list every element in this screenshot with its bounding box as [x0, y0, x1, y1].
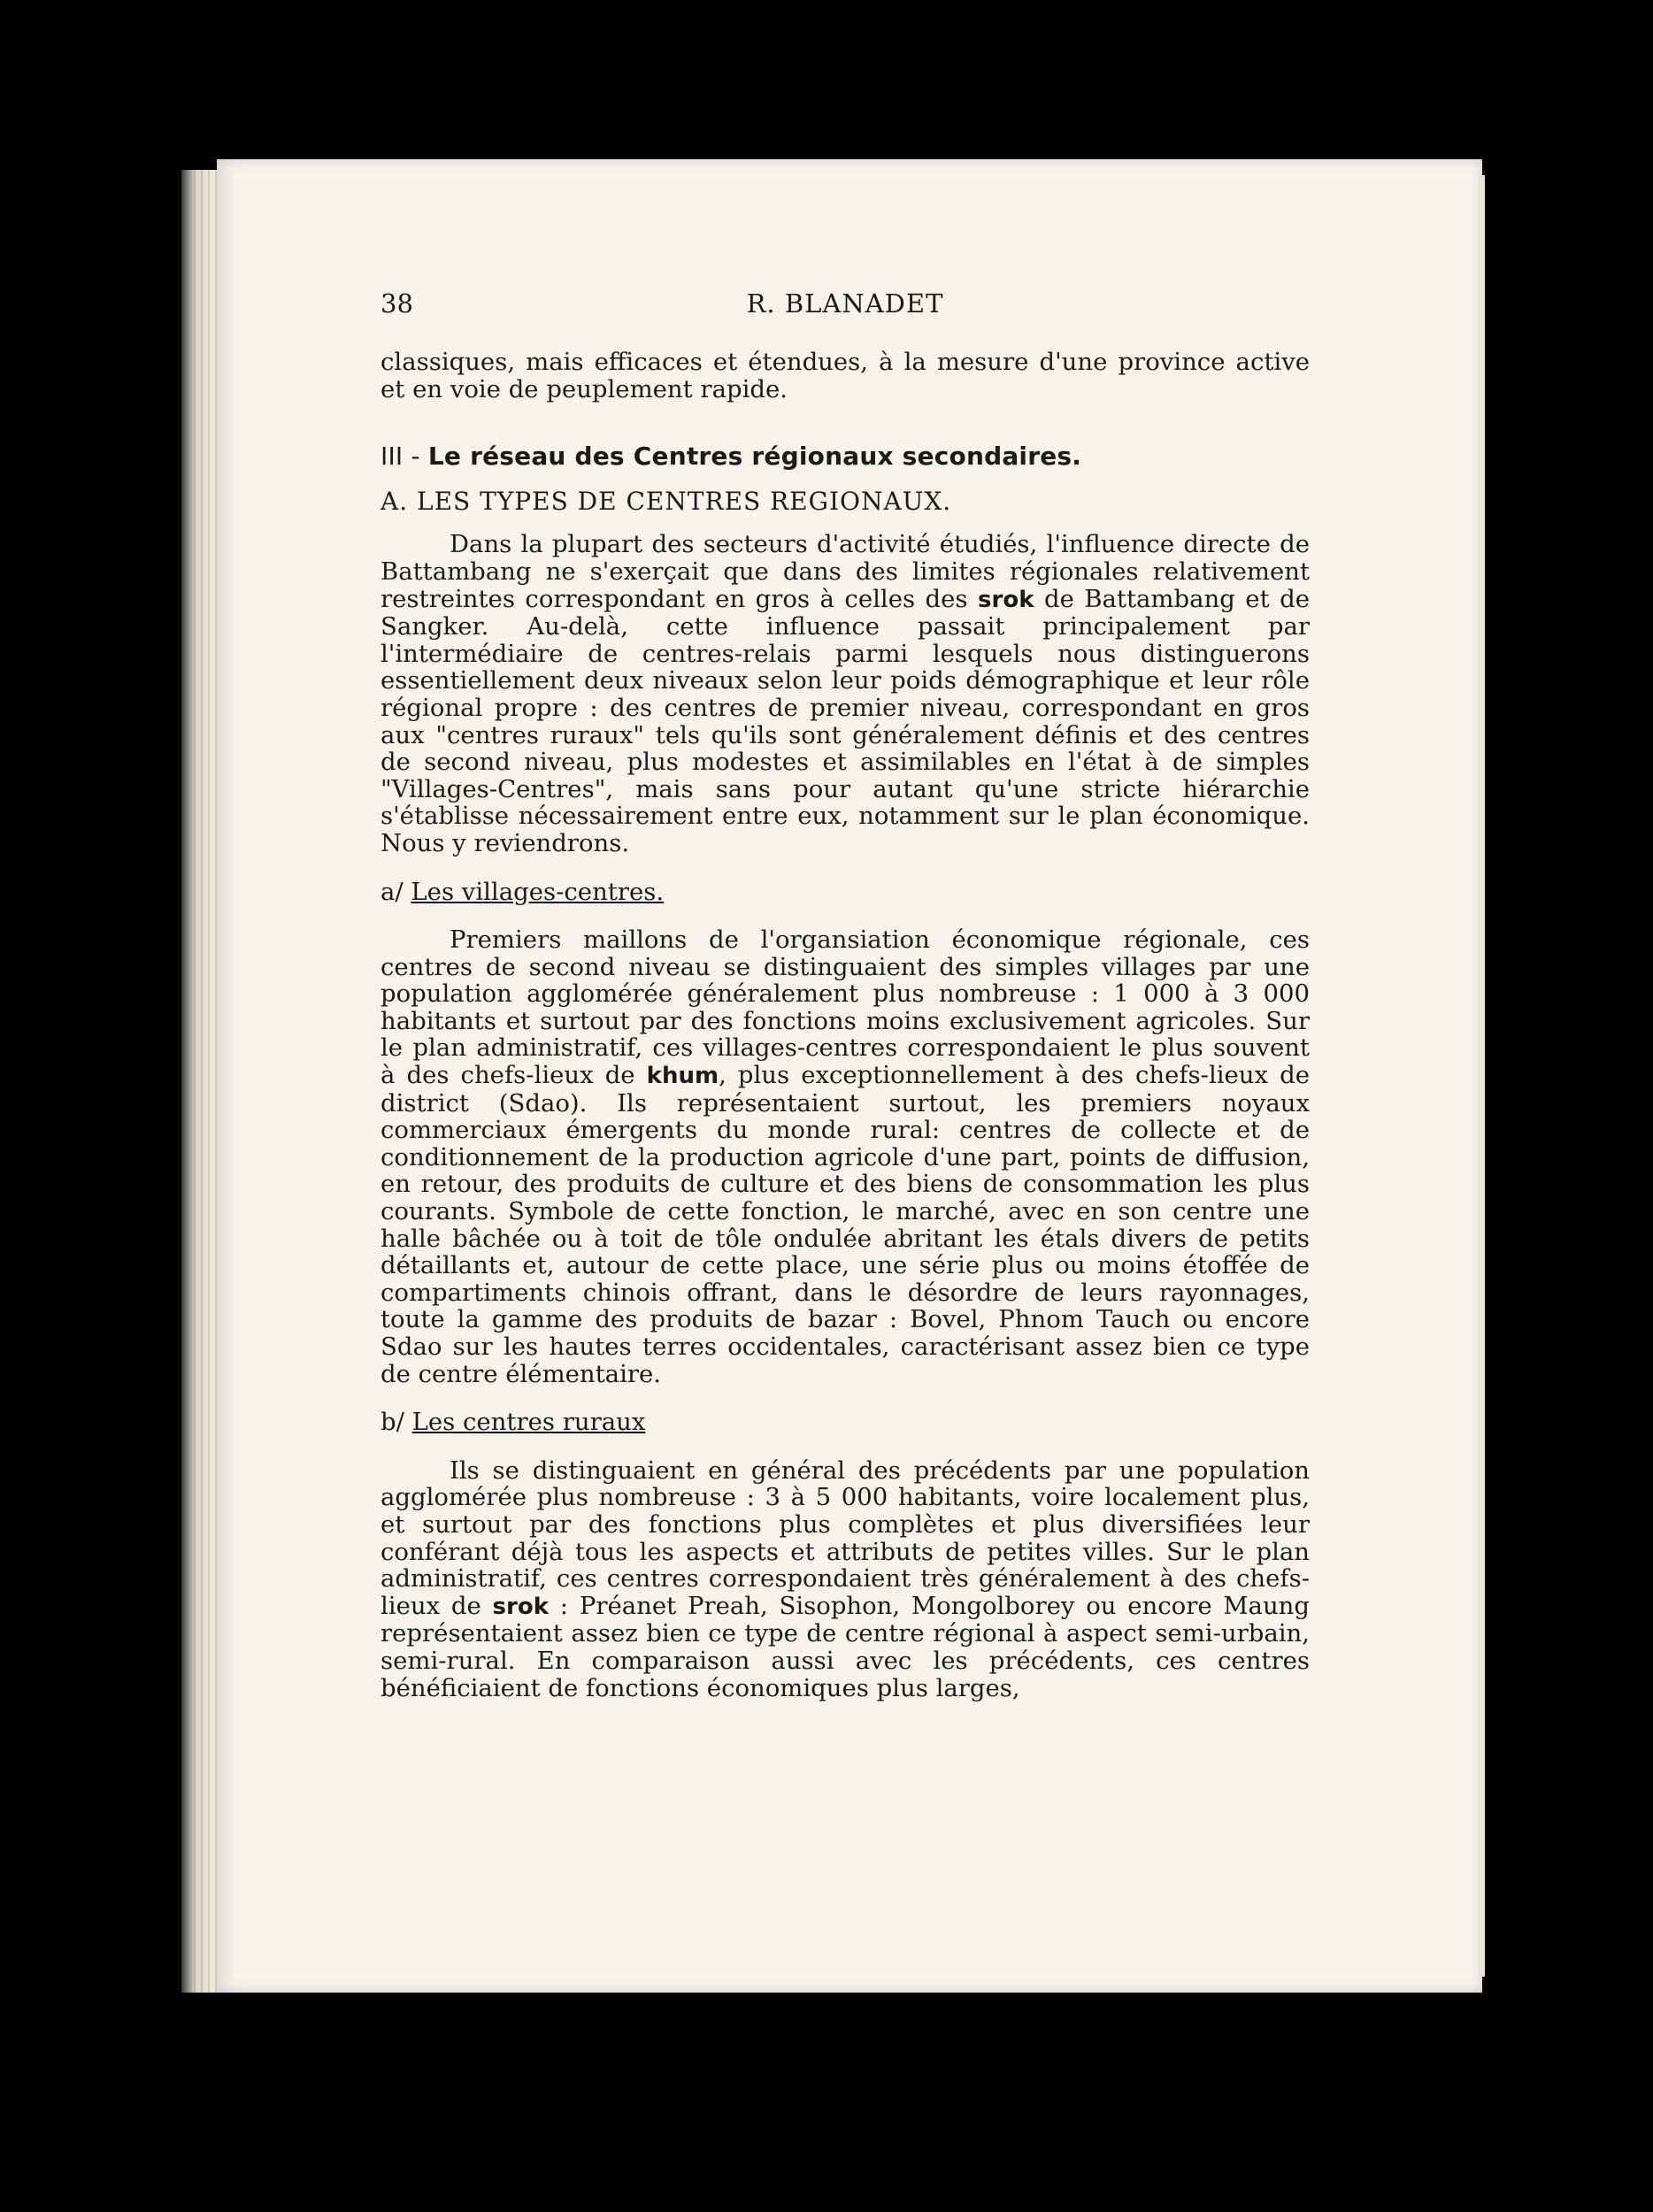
subheading-a-prefix: a/	[381, 877, 411, 906]
subheading-b	[381, 1409, 1310, 1436]
keyword-khum: khum	[646, 1063, 719, 1090]
paragraph-2-part-b: , plus exceptionnellement à des chefs-lieux de district (Sdao). Ils représentaient surtout, les premiers noyaux commerciaux émergents du monde rural: centres de collecte et de conditionnement de la production agricole d'une part, points de diffusion, en retour, des produits de culture et des biens de consommation les plus courants. Symbole de cette fonction, le marché, avec en son centre une halle bâchée ou à toit de tôle ondulée abritant les étals divers de petits détaillants et, autour de cette place, une série plus ou moins étoffée de compartiments chinois offrant, dans le désordre de leurs rayonnages, toute la gamme des produits de bazar : Bovel, Phnom Tauch ou encore Sdao sur les hautes terres occidentales, caractérisant assez bien ce type de centre élémentaire.	[381, 1061, 1310, 1388]
subheading-a-title: Les villages-centres.	[411, 877, 665, 906]
paragraph-3-part-b: : Préanet Preah, Sisophon, Mongolborey ou encore Maung représentaient assez bien ce type de centre régional à aspect semi-urbain, semi-rural. En comparaison aussi avec les précédents, ces centres bénéficiaient de fonctions économiques plus larges,	[381, 1591, 1310, 1702]
paragraph-1-part-b: de Battambang et de Sangker. Au-delà, cette influence passait principalement par l'intermédiaire de centres-relais parmi lesquels nous distinguerons essentiellement deux niveaux selon leur poids démographique et leur rôle régional propre : des centres de premier niveau, correspondant en gros aux "centres ruraux" tels qu'ils sont généralement définis et des centres de second niveau, plus modestes et assimilables en l'état à de simples "Villages-Centres", mais sans pour autant qu'une stricte hiérarchie s'établisse nécessairement entre eux, notamment sur le plan économique. Nous y reviendrons.	[381, 584, 1310, 857]
book-page	[217, 159, 1482, 1993]
section-title: Le réseau des Centres régionaux secondaires.	[427, 442, 1082, 472]
page-content	[381, 290, 1310, 1701]
keyword-srok-2: srok	[492, 1593, 549, 1620]
section-number: III -	[381, 442, 428, 472]
paragraph-3	[381, 1457, 1310, 1701]
paragraph-1-part-a: Dans la plupart des secteurs d'activité étudiés, l'influence directe de Battambang ne s'exerçait que dans des limites régionales relativement restreintes correspondant en gros à celles des	[381, 530, 1310, 613]
page-right-edge	[1478, 175, 1485, 1977]
page-header	[381, 290, 1310, 329]
paragraph-2-part-a: Premiers maillons de l'organsiation économique régionale, ces centres de second niveau se distinguaient des simples villages par une population agglomérée généralement plus nombreuse : 1 000 à 3 000 habitants et surtout par des fonctions moins exclusivement agricoles. Sur le plan administratif, ces villages-centres correspondaient le plus souvent à des chefs-lieux de	[381, 926, 1310, 1090]
running-head: R. BLANADET	[746, 288, 944, 319]
keyword-srok: srok	[978, 586, 1034, 613]
page-number: 38	[381, 288, 413, 319]
section-heading	[381, 443, 1310, 471]
subheading-b-title: Les centres ruraux	[411, 1408, 646, 1437]
subsection-title: A. LES TYPES DE CENTRES REGIONAUX.	[381, 486, 952, 516]
paragraph-1	[381, 531, 1310, 856]
subheading-a	[381, 879, 1310, 906]
intro-paragraph: classiques, mais efficaces et étendues, à la mesure d'une province active et en voie de peuplement rapide.	[381, 348, 1310, 403]
paragraph-2	[381, 926, 1310, 1387]
paragraph-3-part-a: Ils se distinguaient en général des précédents par une population agglomérée plus nombreuse : 3 à 5 000 habitants, voire localement plus, et surtout par des fonctions plus complètes et plus diversifiées leur conférant déjà tous les aspects et attributs de petites villes. Sur le plan administratif, ces centres correspondaient très généralement à des chefs-lieux de	[381, 1455, 1310, 1620]
subheading-b-prefix: b/	[381, 1408, 412, 1437]
